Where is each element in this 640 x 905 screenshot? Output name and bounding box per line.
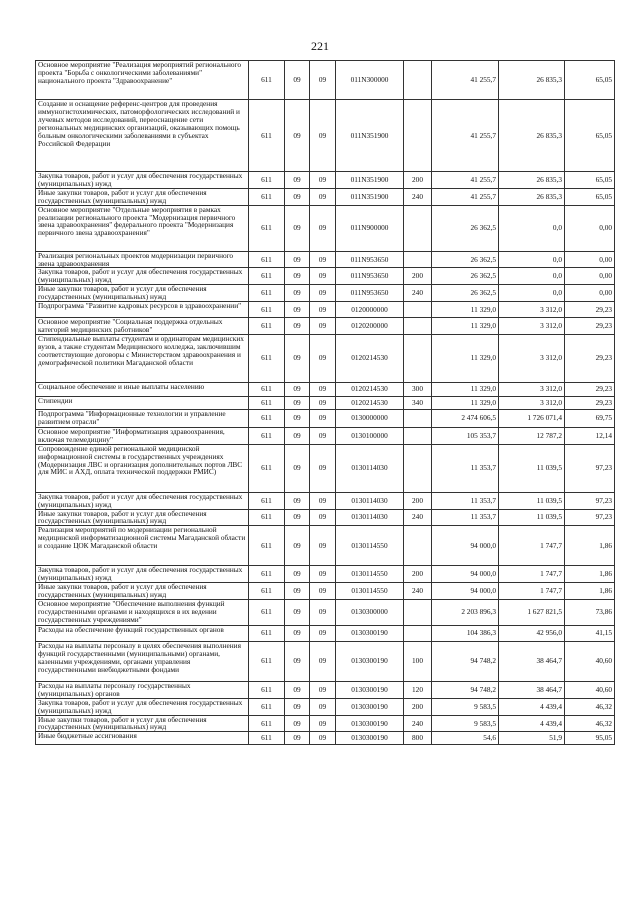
row-ved: 611 [249,100,285,172]
row-section: 09 [285,583,310,600]
table-row [36,334,615,382]
row-section: 09 [285,409,310,427]
row-subsection: 09 [310,268,336,285]
table-row [36,509,615,526]
row-percent: 1,86 [565,566,615,583]
table-row [36,172,615,189]
row-percent: 65,05 [565,100,615,172]
row-fact: 11 039,5 [499,509,565,526]
table-row [36,583,615,600]
table-row [36,599,615,625]
row-plan: 94 000,0 [432,583,499,600]
row-fact: 26 835,3 [499,61,565,100]
row-section: 09 [285,444,310,492]
row-fact: 0,0 [499,285,565,302]
row-plan: 94 748,2 [432,681,499,698]
table-row [36,625,615,641]
row-target-article: 011N900000 [336,205,404,251]
row-subsection: 09 [310,285,336,302]
row-subsection: 09 [310,444,336,492]
row-expense-type [404,625,432,641]
row-subsection: 09 [310,492,336,509]
row-section: 09 [285,732,310,745]
row-section: 09 [285,427,310,444]
row-fact: 1 726 071,4 [499,409,565,427]
row-ved: 611 [249,382,285,396]
row-subsection: 09 [310,100,336,172]
row-percent: 1,86 [565,583,615,600]
row-subsection: 09 [310,427,336,444]
row-name: Реализация мероприятий по модернизации региональной медицинской информатизационной системы Магаданской области и создание ЦОК Магаданской области [36,526,249,566]
row-name: Основное мероприятие "Реализация мероприятий регионального проекта "Борьба с онкологическими заболеваниями" национального проекта "Здравоохранение" [36,61,249,100]
row-fact: 1 747,7 [499,583,565,600]
row-percent: 29,23 [565,302,615,318]
row-ved: 611 [249,681,285,698]
row-ved: 611 [249,715,285,732]
table-row [36,681,615,698]
row-fact: 26 835,3 [499,188,565,205]
row-fact: 3 312,0 [499,334,565,382]
row-target-article: 011N351900 [336,100,404,172]
row-plan: 2 203 896,3 [432,599,499,625]
row-fact: 1 747,7 [499,526,565,566]
table-row [36,268,615,285]
row-percent: 12,14 [565,427,615,444]
row-subsection: 09 [310,172,336,189]
row-fact: 4 439,4 [499,698,565,715]
table-row [36,205,615,251]
row-section: 09 [285,172,310,189]
row-name: Основное мероприятие "Информатизация здравоохранения, включая телемедицину" [36,427,249,444]
row-expense-type [404,526,432,566]
row-ved: 611 [249,698,285,715]
row-subsection: 09 [310,409,336,427]
row-subsection: 09 [310,396,336,409]
row-target-article: 011N953650 [336,268,404,285]
row-percent: 97,23 [565,444,615,492]
row-name: Закупка товаров, работ и услуг для обеспечения государственных (муниципальных) нужд [36,698,249,715]
row-subsection: 09 [310,509,336,526]
row-plan: 105 353,7 [432,427,499,444]
row-fact: 0,0 [499,268,565,285]
row-name: Иные закупки товаров, работ и услуг для обеспечения государственных (муниципальных) нужд [36,285,249,302]
row-plan: 11 353,7 [432,444,499,492]
row-plan: 41 255,7 [432,100,499,172]
row-percent: 29,23 [565,382,615,396]
row-fact: 1 627 821,5 [499,599,565,625]
row-target-article: 0130000000 [336,409,404,427]
row-plan: 26 362,5 [432,251,499,268]
row-expense-type: 240 [404,509,432,526]
table-row [36,526,615,566]
table-row [36,285,615,302]
row-name: Иные закупки товаров, работ и услуг для обеспечения государственных (муниципальных) нужд [36,583,249,600]
row-target-article: 0130114550 [336,566,404,583]
row-target-article: 0120200000 [336,318,404,335]
row-section: 09 [285,205,310,251]
row-expense-type: 200 [404,268,432,285]
row-ved: 611 [249,427,285,444]
row-ved: 611 [249,732,285,745]
row-expense-type [404,409,432,427]
row-target-article: 011N953650 [336,251,404,268]
row-name: Закупка товаров, работ и услуг для обеспечения государственных (муниципальных) нужд [36,492,249,509]
budget-table [35,60,615,745]
row-expense-type: 800 [404,732,432,745]
row-subsection: 09 [310,732,336,745]
row-target-article: 0120214530 [336,334,404,382]
table-row [36,188,615,205]
row-expense-type [404,427,432,444]
row-name: Иные закупки товаров, работ и услуг для обеспечения государственных (муниципальных) нужд [36,188,249,205]
row-ved: 611 [249,625,285,641]
row-percent: 29,23 [565,396,615,409]
row-section: 09 [285,302,310,318]
row-plan: 11 329,0 [432,396,499,409]
row-subsection: 09 [310,251,336,268]
row-ved: 611 [249,599,285,625]
row-subsection: 09 [310,188,336,205]
row-name: Социальное обеспечение и иные выплаты населению [36,382,249,396]
row-plan: 26 362,5 [432,285,499,302]
row-subsection: 09 [310,715,336,732]
row-expense-type: 240 [404,583,432,600]
row-ved: 611 [249,492,285,509]
row-ved: 611 [249,444,285,492]
row-plan: 41 255,7 [432,188,499,205]
row-plan: 11 329,0 [432,318,499,335]
row-percent: 65,05 [565,61,615,100]
row-expense-type [404,302,432,318]
row-ved: 611 [249,251,285,268]
row-name: Иные бюджетные ассигнования [36,732,249,745]
row-subsection: 09 [310,61,336,100]
row-percent: 0,00 [565,205,615,251]
row-fact: 3 312,0 [499,318,565,335]
row-plan: 41 255,7 [432,172,499,189]
row-ved: 611 [249,268,285,285]
row-fact: 42 956,0 [499,625,565,641]
row-target-article: 011N300000 [336,61,404,100]
row-fact: 11 039,5 [499,492,565,509]
row-expense-type [404,100,432,172]
row-section: 09 [285,681,310,698]
row-name: Стипендиальные выплаты студентам и ординаторам медицинских вузов, а также студентам Медицинского колледжа, заключившим соответствующие договоры с Министерством здравоохранения и демографической политики Магаданской области [36,334,249,382]
row-target-article: 0130114550 [336,583,404,600]
row-plan: 104 386,3 [432,625,499,641]
row-fact: 51,9 [499,732,565,745]
table-row [36,444,615,492]
row-plan: 94 000,0 [432,566,499,583]
row-name: Закупка товаров, работ и услуг для обеспечения государственных (муниципальных) нужд [36,172,249,189]
row-section: 09 [285,641,310,681]
row-percent: 46,32 [565,715,615,732]
row-ved: 611 [249,526,285,566]
row-expense-type [404,318,432,335]
table-row [36,427,615,444]
row-subsection: 09 [310,625,336,641]
row-fact: 12 787,2 [499,427,565,444]
row-ved: 611 [249,61,285,100]
row-plan: 41 255,7 [432,61,499,100]
row-target-article: 011N351900 [336,172,404,189]
row-percent: 97,23 [565,509,615,526]
page-number: 221 [311,39,329,53]
row-percent: 65,05 [565,172,615,189]
row-target-article: 0120214530 [336,382,404,396]
row-fact: 0,0 [499,205,565,251]
table-row [36,318,615,335]
table-row [36,409,615,427]
row-name: Иные закупки товаров, работ и услуг для обеспечения государственных (муниципальных) нужд [36,509,249,526]
row-plan: 94 748,2 [432,641,499,681]
row-section: 09 [285,251,310,268]
row-target-article: 0130114030 [336,492,404,509]
row-percent: 0,00 [565,268,615,285]
row-fact: 3 312,0 [499,302,565,318]
row-subsection: 09 [310,334,336,382]
row-percent: 73,86 [565,599,615,625]
row-target-article: 0130100000 [336,427,404,444]
row-name: Подпрограмма "Развитие кадровых ресурсов в здравоохранении" [36,302,249,318]
table-row [36,732,615,745]
row-plan: 9 583,5 [432,698,499,715]
row-name: Расходы на выплаты персоналу в целях обеспечения выполнения функций государственными (муниципальными) органами, казенными учреждениями, органами управления государственными внебюджетными фондами [36,641,249,681]
row-plan: 54,6 [432,732,499,745]
row-expense-type: 120 [404,681,432,698]
row-expense-type: 240 [404,715,432,732]
row-percent: 1,86 [565,526,615,566]
row-section: 09 [285,382,310,396]
row-section: 09 [285,492,310,509]
row-target-article: 0120000000 [336,302,404,318]
row-fact: 0,0 [499,251,565,268]
row-expense-type [404,61,432,100]
row-target-article: 0130300190 [336,732,404,745]
row-target-article: 0120214530 [336,396,404,409]
row-expense-type: 240 [404,188,432,205]
row-section: 09 [285,285,310,302]
row-section: 09 [285,715,310,732]
row-name: Расходы на выплаты персоналу государственных (муниципальных) органов [36,681,249,698]
row-name: Создание и оснащение референс-центров для проведения иммуногистохимических, патоморфологических исследований и лучевых методов исследований, переоснащение сети региональных медицинских организаций, оказывающих помощь больным онкологическими заболеваниями в субъектах Российской Федерации [36,100,249,172]
row-subsection: 09 [310,566,336,583]
row-plan: 11 329,0 [432,334,499,382]
row-ved: 611 [249,172,285,189]
row-expense-type [404,334,432,382]
row-ved: 611 [249,583,285,600]
row-percent: 40,60 [565,681,615,698]
row-expense-type [404,444,432,492]
row-section: 09 [285,698,310,715]
row-plan: 11 353,7 [432,509,499,526]
row-ved: 611 [249,188,285,205]
row-ved: 611 [249,302,285,318]
row-expense-type [404,599,432,625]
row-ved: 611 [249,396,285,409]
row-section: 09 [285,268,310,285]
row-expense-type [404,205,432,251]
row-name: Закупка товаров, работ и услуг для обеспечения государственных (муниципальных) нужд [36,268,249,285]
row-section: 09 [285,526,310,566]
row-plan: 94 000,0 [432,526,499,566]
row-expense-type: 200 [404,698,432,715]
row-percent: 46,32 [565,698,615,715]
row-section: 09 [285,509,310,526]
row-target-article: 011N351900 [336,188,404,205]
row-expense-type: 300 [404,382,432,396]
row-name: Основное мероприятие "Отдельные мероприятия в рамках реализации регионального проекта "Модернизация первичного звена здравоохранения" федерального проекта "Модернизация первичного звена здравоохранения" [36,205,249,251]
row-name: Основное мероприятие "Социальная поддержка отдельных категорий медицинских работников" [36,318,249,335]
row-plan: 26 362,5 [432,268,499,285]
row-expense-type: 100 [404,641,432,681]
row-percent: 95,05 [565,732,615,745]
row-expense-type [404,251,432,268]
row-plan: 9 583,5 [432,715,499,732]
row-fact: 1 747,7 [499,566,565,583]
row-plan: 11 329,0 [432,382,499,396]
row-name: Реализация региональных проектов модернизации первичного звена здравоохранения [36,251,249,268]
row-subsection: 09 [310,698,336,715]
row-percent: 0,00 [565,285,615,302]
row-ved: 611 [249,566,285,583]
row-subsection: 09 [310,583,336,600]
row-section: 09 [285,396,310,409]
row-fact: 26 835,3 [499,100,565,172]
row-percent: 40,60 [565,641,615,681]
row-subsection: 09 [310,318,336,335]
row-expense-type: 340 [404,396,432,409]
row-target-article: 0130300190 [336,715,404,732]
row-subsection: 09 [310,599,336,625]
row-target-article: 0130114030 [336,509,404,526]
row-subsection: 09 [310,382,336,396]
row-section: 09 [285,188,310,205]
row-subsection: 09 [310,681,336,698]
table-row [36,715,615,732]
row-target-article: 0130114550 [336,526,404,566]
table-row [36,396,615,409]
row-subsection: 09 [310,302,336,318]
row-fact: 11 039,5 [499,444,565,492]
table-row [36,100,615,172]
row-target-article: 0130300190 [336,625,404,641]
row-ved: 611 [249,205,285,251]
row-percent: 41,15 [565,625,615,641]
row-target-article: 0130300190 [336,698,404,715]
row-subsection: 09 [310,641,336,681]
row-name: Иные закупки товаров, работ и услуг для обеспечения государственных (муниципальных) нужд [36,715,249,732]
row-fact: 26 835,3 [499,172,565,189]
row-fact: 4 439,4 [499,715,565,732]
table-row [36,61,615,100]
row-percent: 29,23 [565,318,615,335]
row-subsection: 09 [310,205,336,251]
row-ved: 611 [249,334,285,382]
row-name: Закупка товаров, работ и услуг для обеспечения государственных (муниципальных) нужд [36,566,249,583]
row-name: Расходы на обеспечение функций государственных органов [36,625,249,641]
table-row [36,382,615,396]
row-ved: 611 [249,409,285,427]
table-row [36,251,615,268]
row-plan: 2 474 606,5 [432,409,499,427]
row-fact: 3 312,0 [499,382,565,396]
row-section: 09 [285,61,310,100]
row-ved: 611 [249,285,285,302]
row-expense-type: 200 [404,566,432,583]
table-row [36,698,615,715]
row-expense-type: 200 [404,172,432,189]
row-target-article: 0130300000 [336,599,404,625]
row-target-article: 0130114030 [336,444,404,492]
row-percent: 65,05 [565,188,615,205]
row-percent: 97,23 [565,492,615,509]
row-percent: 29,23 [565,334,615,382]
row-percent: 69,75 [565,409,615,427]
row-target-article: 0130300190 [336,641,404,681]
row-target-article: 0130300190 [336,681,404,698]
table-row [36,566,615,583]
row-percent: 0,00 [565,251,615,268]
row-ved: 611 [249,318,285,335]
row-ved: 611 [249,641,285,681]
row-fact: 38 464,7 [499,681,565,698]
row-expense-type: 200 [404,492,432,509]
row-section: 09 [285,318,310,335]
row-plan: 11 329,0 [432,302,499,318]
row-fact: 3 312,0 [499,396,565,409]
row-plan: 26 362,5 [432,205,499,251]
row-name: Подпрограмма "Информационные технологии и управление развитием отрасли" [36,409,249,427]
table-row [36,492,615,509]
row-name: Сопровождение единой региональной медицинской информационной системы в государственных учреждениях (Модернизация ЛВС и организация дополнительных портов ЛВС для МИС и АХД, оплата технической поддержки РМИС) [36,444,249,492]
row-subsection: 09 [310,526,336,566]
row-section: 09 [285,334,310,382]
table-row [36,641,615,681]
row-name: Основное мероприятие "Обеспечение выполнения функций государственными органами и находящихся в их ведении государственных учреждениями" [36,599,249,625]
row-section: 09 [285,625,310,641]
row-expense-type: 240 [404,285,432,302]
row-section: 09 [285,100,310,172]
row-ved: 611 [249,509,285,526]
row-section: 09 [285,566,310,583]
table-row [36,302,615,318]
row-fact: 38 464,7 [499,641,565,681]
row-section: 09 [285,599,310,625]
row-plan: 11 353,7 [432,492,499,509]
row-name: Стипендии [36,396,249,409]
row-target-article: 011N953650 [336,285,404,302]
